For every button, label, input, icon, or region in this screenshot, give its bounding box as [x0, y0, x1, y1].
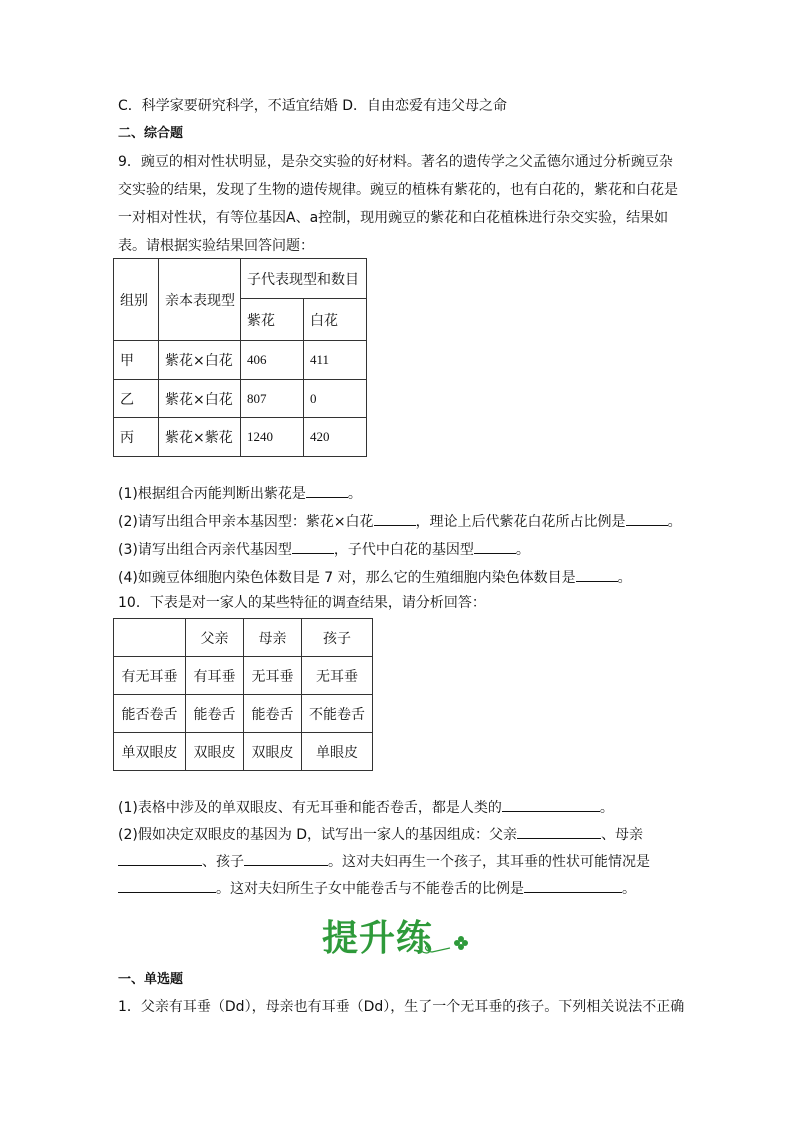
answer-blank — [474, 539, 516, 554]
q9-sub2 — [118, 511, 682, 532]
header-parent-phenotype: 亲本表现型 — [159, 259, 241, 341]
q10-family-table — [113, 618, 373, 771]
q10-sub2-line2 — [118, 851, 650, 872]
cell-mother: 能卷舌 — [244, 695, 302, 733]
cell-child: 不能卷舌 — [302, 695, 373, 733]
q10-sub2-text: (2)假如决定双眼皮的基因为 D，试写出一家人的基因组成：父亲 — [118, 827, 518, 843]
q10-sub2-earlobe: 。这对夫妇再生一个孩子，其耳垂的性状可能情况是 — [328, 854, 650, 870]
cell-mother: 无耳垂 — [244, 657, 302, 695]
q9-results-table — [113, 258, 367, 457]
cell-mother: 双眼皮 — [244, 733, 302, 771]
cell-trait: 单双眼皮 — [114, 733, 186, 771]
q9-sub2-text2: ，理论上后代紫花白花所占比例是 — [415, 514, 626, 530]
header-mother: 母亲 — [244, 619, 302, 657]
cell-father: 能卷舌 — [186, 695, 244, 733]
answer-blank — [374, 511, 416, 526]
cell-father: 有耳垂 — [186, 657, 244, 695]
q9-text-line: 交实验的结果，发现了生物的遗传规律。豌豆的植株有紫花的，也有白花的，紫花和白花是 — [118, 182, 678, 198]
q10-sub2-line3 — [118, 878, 636, 899]
q9-sub1-text: (1)根据组合丙能判断出紫花是 — [118, 486, 306, 502]
logo-text: 提升练 — [322, 918, 434, 959]
q10-sub1-text: (1)表格中涉及的单双眼皮、有无耳垂和能否卷舌，都是人类的 — [118, 800, 502, 816]
cell-white: 420 — [304, 418, 367, 457]
header-offspring: 子代表现型和数目 — [241, 259, 367, 299]
q1-text: 1．父亲有耳垂（Dd），母亲也有耳垂（Dd），生了一个无耳垂的孩子。下列相关说法不正确 — [118, 999, 685, 1015]
answer-blank — [292, 539, 334, 554]
answer-blank — [576, 567, 618, 582]
table-row — [114, 418, 367, 457]
answer-blank — [517, 824, 601, 839]
q10-sub2-ratio: 。这对夫妇所生子女中能卷舌与不能卷舌的比例是 — [216, 881, 524, 897]
practice-logo — [322, 910, 472, 960]
q9-sub2-text: (2)请写出组合甲亲本基因型：紫花×白花 — [118, 514, 374, 530]
header-white: 白花 — [304, 299, 367, 341]
q10-sub2-mother: 、母亲 — [601, 827, 644, 843]
q9-sub4 — [118, 567, 632, 588]
cell-trait: 能否卷舌 — [114, 695, 186, 733]
cell-purple: 1240 — [241, 418, 304, 457]
q9-sub2-end: 。 — [667, 514, 682, 530]
cell-parent: 紫花×白花 — [159, 341, 241, 380]
cell-trait: 有无耳垂 — [114, 657, 186, 695]
q10-sub2-end: 。 — [622, 881, 636, 897]
q10-sub2-line1 — [118, 824, 643, 845]
cell-white: 411 — [304, 341, 367, 380]
cell-group: 乙 — [114, 380, 159, 418]
table-row — [114, 695, 373, 733]
q9-sub3-text: (3)请写出组合丙亲代基因型 — [118, 542, 292, 558]
answer-blank — [118, 878, 216, 893]
table-row — [114, 619, 373, 657]
table-row — [114, 380, 367, 418]
table-row — [114, 657, 373, 695]
q10-title: 10．下表是对一家人的某些特征的调查结果，请分析回答： — [118, 595, 486, 611]
q9-sub3 — [118, 539, 530, 560]
cell-group: 甲 — [114, 341, 159, 380]
q9-text-line: 9．豌豆的相对性状明显，是杂交实验的好材料。著名的遗传学之父孟德尔通过分析豌豆杂 — [118, 154, 673, 170]
q9-text-line: 一对相对性状，有等位基因A、a控制，现用豌豆的紫花和白花植株进行杂交实验，结果如 — [118, 210, 669, 226]
cell-parent: 紫花×白花 — [159, 380, 241, 418]
table-row — [114, 733, 373, 771]
answer-blank — [244, 851, 328, 866]
q10-sub1 — [118, 797, 614, 818]
cell-father: 双眼皮 — [186, 733, 244, 771]
answer-blank — [626, 511, 668, 526]
cell-purple: 807 — [241, 380, 304, 418]
cell-parent: 紫花×紫花 — [159, 418, 241, 457]
option-cd-line: C．科学家要研究科学，不适宜结婚 D．自由恋爱有违父母之命 — [118, 98, 508, 114]
cell-purple: 406 — [241, 341, 304, 380]
cell-child: 单眼皮 — [302, 733, 373, 771]
q9-sub4-text: (4)如豌豆体细胞内染色体数目是 7 对，那么它的生殖细胞内染色体数目是 — [118, 570, 576, 586]
answer-blank — [306, 483, 348, 498]
header-empty — [114, 619, 186, 657]
cell-group: 丙 — [114, 418, 159, 457]
header-father: 父亲 — [186, 619, 244, 657]
q9-sub1-end: 。 — [347, 486, 362, 502]
q9-sub3-end: 。 — [515, 542, 530, 558]
section-heading-comprehensive: 二、综合题 — [118, 126, 184, 141]
answer-blank — [524, 878, 622, 893]
q9-sub4-end: 。 — [617, 570, 632, 586]
q9-text-line: 表。请根据实验结果回答问题： — [118, 238, 314, 254]
cell-child: 无耳垂 — [302, 657, 373, 695]
section-heading-single-choice: 一、单选题 — [118, 972, 184, 987]
q10-sub2-child: 、孩子 — [202, 854, 244, 870]
q9-sub1 — [118, 483, 362, 504]
clover-swirl-icon — [322, 910, 472, 960]
q10-sub1-end: 。 — [599, 800, 614, 816]
header-group: 组别 — [114, 259, 159, 341]
answer-blank — [118, 851, 202, 866]
table-row — [114, 341, 367, 380]
answer-blank — [502, 797, 600, 812]
header-purple: 紫花 — [241, 299, 304, 341]
q9-sub3-text2: ，子代中白花的基因型 — [333, 542, 474, 558]
header-child: 孩子 — [302, 619, 373, 657]
cell-white: 0 — [304, 380, 367, 418]
